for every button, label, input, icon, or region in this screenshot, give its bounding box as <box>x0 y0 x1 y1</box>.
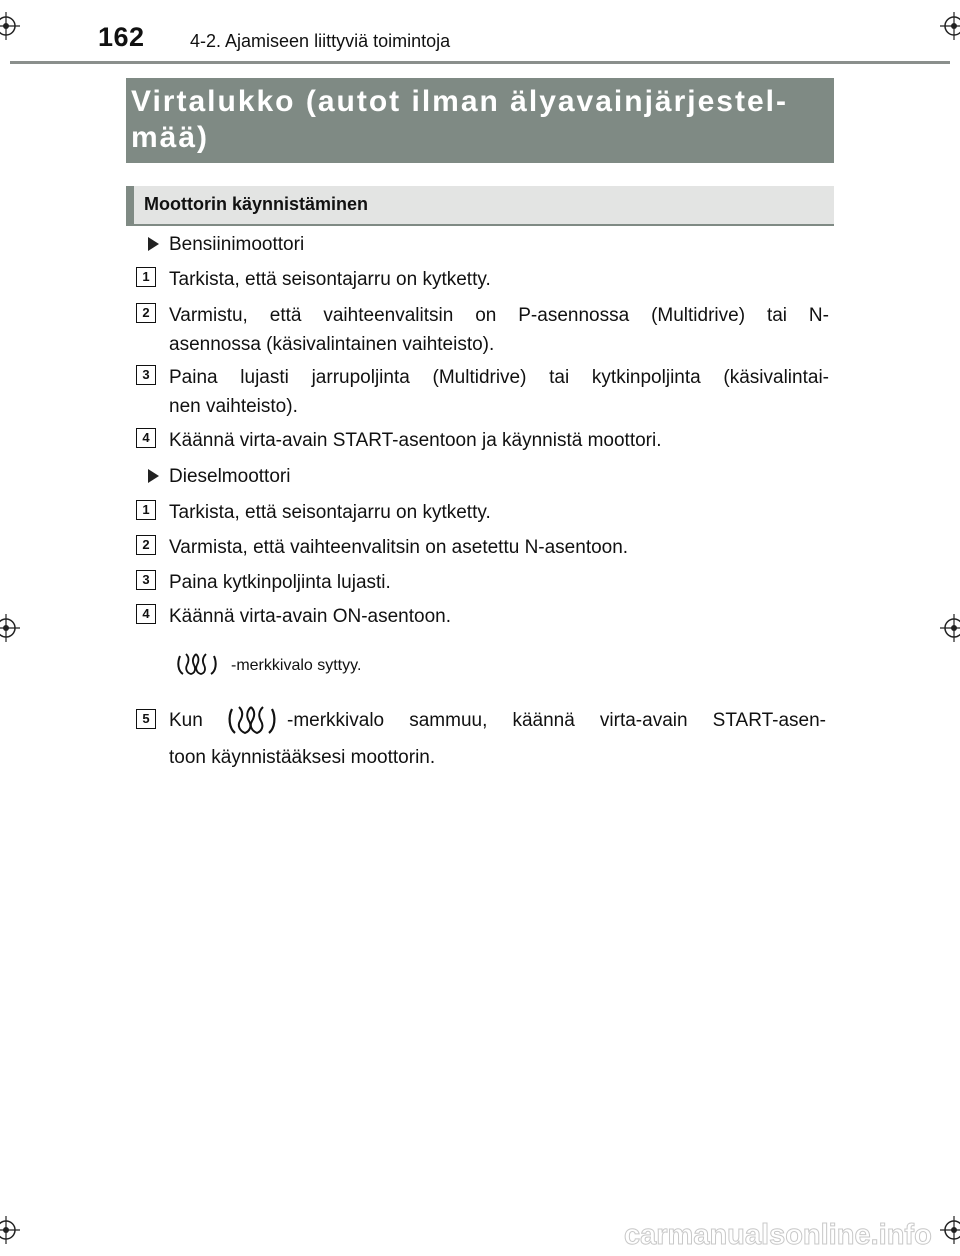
glow-plug-indicator-icon <box>226 703 278 737</box>
step-number-badge: 1 <box>136 500 156 520</box>
step-number-badge: 3 <box>136 365 156 385</box>
page-title-line-2: mää) <box>131 121 210 154</box>
step-number-badge: 5 <box>136 709 156 729</box>
step-number-badge: 2 <box>136 303 156 323</box>
svg-text:carmanualsonline.info: carmanualsonline.info <box>624 1219 932 1251</box>
diesel-step-4-text: Käännä virta-avain ON-asentoon. <box>169 606 451 627</box>
petrol-step-3-text-line-2: nen vaihteisto). <box>169 396 298 417</box>
crosshair-registration-icon <box>0 1216 20 1244</box>
petrol-step-2-text-line-1: Varmistu, että vaihteenvalitsin on P-asennossa (Multidrive) tai N- <box>169 305 829 326</box>
page-title-line-1: Virtalukko (autot ilman älyavainjärjestel- <box>131 85 788 118</box>
step-number-badge: 4 <box>136 604 156 624</box>
page-number: 162 <box>98 22 145 52</box>
petrol-step-2-text-line-2: asennossa (käsivalintainen vaihteisto). <box>169 334 495 355</box>
crosshair-registration-icon <box>0 614 20 642</box>
page-title <box>131 84 821 156</box>
step-number-badge: 4 <box>136 428 156 448</box>
section-heading: Moottorin käynnistäminen <box>144 194 369 214</box>
petrol-step-3-text-line-1: Paina lujasti jarrupoljinta (Multidrive) tai kytkinpoljinta (käsivalintai- <box>169 367 829 388</box>
triangle-bullet-icon <box>148 237 159 251</box>
diesel-step-5-text-line-1: -merkkivalo sammuu, käännä virta-avain START-asen- <box>287 710 826 731</box>
step-number-badge: 3 <box>136 570 156 590</box>
step-number-badge: 1 <box>136 267 156 287</box>
header-divider <box>10 61 950 64</box>
glow-plug-indicator-note: -merkkivalo syttyy. <box>231 657 362 674</box>
petrol-step-1-text: Tarkista, että seisontajarru on kytketty. <box>169 269 491 290</box>
diesel-engine-heading: Dieselmoottori <box>169 466 291 487</box>
crosshair-registration-icon <box>940 614 960 642</box>
chapter-title: 4-2. Ajamiseen liittyviä toimintoja <box>190 31 451 51</box>
step-number-badge: 2 <box>136 535 156 555</box>
diesel-step-5-kun: Kun <box>169 710 203 731</box>
crosshair-registration-icon <box>0 12 20 40</box>
section-accent <box>126 186 134 224</box>
watermark-logo <box>620 1214 950 1254</box>
page-title-banner <box>126 78 834 163</box>
glow-plug-indicator-icon <box>175 651 219 677</box>
petrol-engine-heading: Bensiinimoottori <box>169 234 305 255</box>
crosshair-registration-icon <box>940 12 960 40</box>
diesel-step-3-text: Paina kytkinpoljinta lujasti. <box>169 572 391 593</box>
triangle-bullet-icon <box>148 469 159 483</box>
section-heading-bar <box>126 186 834 226</box>
diesel-step-1-text: Tarkista, että seisontajarru on kytketty. <box>169 502 491 523</box>
petrol-step-4-text: Käännä virta-avain START-asentoon ja käynnistä moottori. <box>169 430 662 451</box>
diesel-step-2-text: Varmista, että vaihteenvalitsin on asetettu N-asentoon. <box>169 537 629 558</box>
diesel-step-5-text-line-2: toon käynnistääksesi moottorin. <box>169 747 436 768</box>
